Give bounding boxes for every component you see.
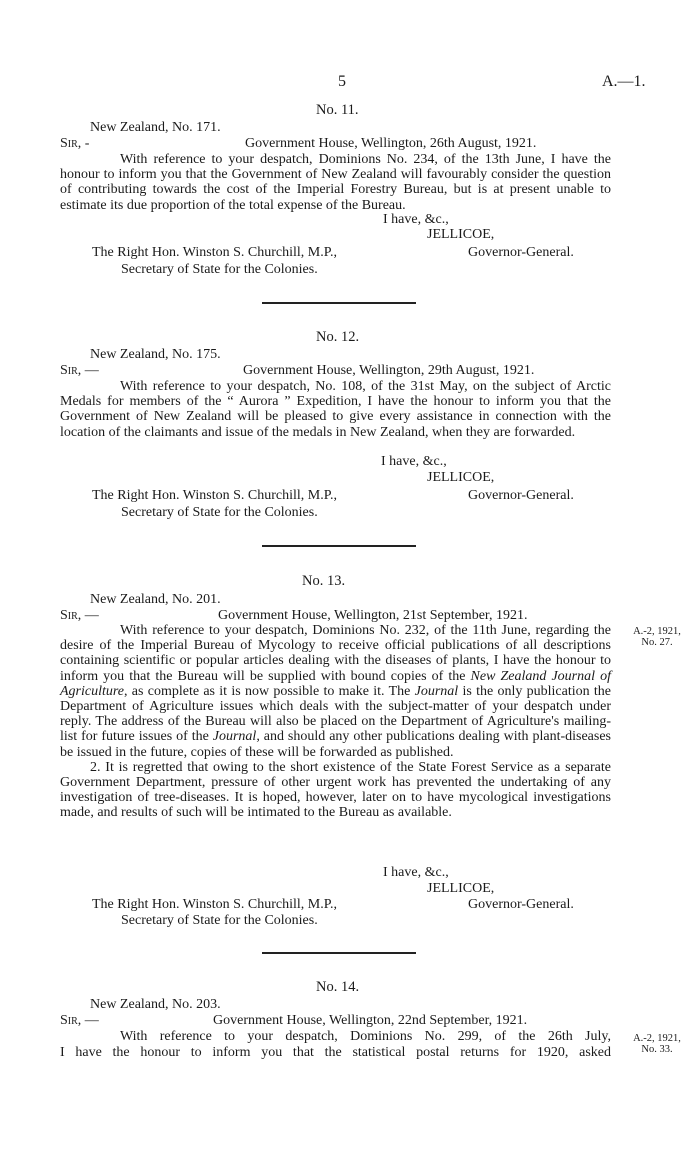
text-run: is the only publication the Department of Agriculture issues which deals with the subject-matter of your despatch under reply. The address of the Bureau will also be placed on the Department of Agriculture's mailing-list for future issues of the <box>60 683 611 745</box>
despatch-number: No. 13. <box>302 573 346 589</box>
dispatch-ref: New Zealand, No. 203. <box>90 997 221 1012</box>
signer-title: Governor-General. <box>468 488 574 503</box>
salutation: Sir, - <box>60 136 90 151</box>
despatch-body <box>60 152 611 213</box>
dateline: Government House, Wellington, 26th August, 1921. <box>245 136 537 151</box>
recipient: The Right Hon. Winston S. Churchill, M.P., <box>92 488 337 503</box>
text-run: , as complete as it is now possible to make it. The <box>124 683 415 699</box>
dateline: Government House, Wellington, 21st September, 1921. <box>218 608 528 623</box>
salutation: Sir, — <box>60 1013 99 1028</box>
margin-note-line: A.-2, 1921, <box>633 1033 681 1044</box>
recipient: The Right Hon. Winston S. Churchill, M.P., <box>92 245 337 260</box>
dispatch-ref: New Zealand, No. 171. <box>90 120 221 135</box>
signer-title: Governor-General. <box>468 245 574 260</box>
margin-note-line: A.-2, 1921, <box>633 626 681 637</box>
document-reference: A.—1. <box>602 73 646 90</box>
section-divider <box>262 545 416 547</box>
despatch-number: No. 14. <box>316 979 360 995</box>
salutation: Sir, — <box>60 608 99 623</box>
salutation: Sir, — <box>60 363 99 378</box>
despatch-body <box>60 379 611 440</box>
despatch-number: No. 12. <box>316 329 360 345</box>
despatch-body <box>60 623 611 821</box>
italic-title: New Zealand Journal of Agriculture <box>60 668 611 699</box>
recipient-office: Secretary of State for the Colonies. <box>121 505 318 520</box>
italic-title: Journal <box>212 729 257 745</box>
text-run: , and should any other publications dealing with plant-diseases be issued in the future, copies of these will be forwarded as published. <box>60 729 611 760</box>
paragraph: With reference to your despatch, Dominions No. 234, of the 13th June, I have the honour to inform you that the Government of New Zealand will favourably consider the question of contributing towards the cost of the Imperial Forestry Bureau, but is at present unable to estimate its due proportion of the total expense of the Bureau. <box>60 152 611 213</box>
section-divider <box>262 302 416 304</box>
margin-note <box>626 1033 688 1055</box>
signature: JELLICOE, <box>427 470 495 485</box>
signature: JELLICOE, <box>427 227 495 242</box>
closing: I have, &c., <box>381 454 447 469</box>
despatch-number: No. 11. <box>316 102 359 118</box>
dispatch-ref: New Zealand, No. 175. <box>90 347 221 362</box>
margin-note-line: No. 33. <box>641 1044 673 1055</box>
recipient-office: Secretary of State for the Colonies. <box>121 262 318 277</box>
paragraph <box>60 623 611 760</box>
dateline: Government House, Wellington, 29th August, 1921. <box>243 363 535 378</box>
closing: I have, &c., <box>383 212 449 227</box>
margin-note-line: No. 27. <box>641 637 673 648</box>
margin-note <box>626 626 688 648</box>
recipient-office: Secretary of State for the Colonies. <box>121 913 318 928</box>
dispatch-ref: New Zealand, No. 201. <box>90 592 221 607</box>
closing: I have, &c., <box>383 865 449 880</box>
dateline: Government House, Wellington, 22nd September, 1921. <box>213 1013 528 1028</box>
italic-title: Journal <box>414 683 459 699</box>
text-run: With reference to your despatch, Dominions No. 232, of the 11th June, regarding the desire of the Imperial Bureau of Mycology to receive official publications of all descriptions containing scientific or popular articles dealing with the diseases of plants, I have the honour to inform you that the Bureau will be supplied with bound copies of the <box>60 623 611 684</box>
section-divider <box>262 952 416 954</box>
signer-title: Governor-General. <box>468 897 574 912</box>
page-number: 5 <box>338 73 346 90</box>
signature: JELLICOE, <box>427 881 495 896</box>
paragraph: With reference to your despatch, No. 108, of the 31st May, on the subject of Arctic Medals for members of the “ Aurora ” Expedition, I have the honour to inform you that the Government of New Zealand will be pleased to give every assistance in connection with the location of the claimants and issue of the medals in New Zealand, when they are forwarded. <box>60 379 611 440</box>
body-line: I have the honour to inform you that the statistical postal returns for 1920, asked <box>60 1045 611 1060</box>
body-line: With reference to your despatch, Dominions No. 299, of the 26th July, <box>120 1029 611 1044</box>
recipient: The Right Hon. Winston S. Churchill, M.P., <box>92 897 337 912</box>
paragraph: 2. It is regretted that owing to the short existence of the State Forest Service as a separate Government Department, pressure of other urgent work has prevented the undertaking of any investigation of tree-diseases. It is hoped, however, later on to have mycological investigations made, and results of such will be intimated to the Bureau as available. <box>60 759 611 821</box>
